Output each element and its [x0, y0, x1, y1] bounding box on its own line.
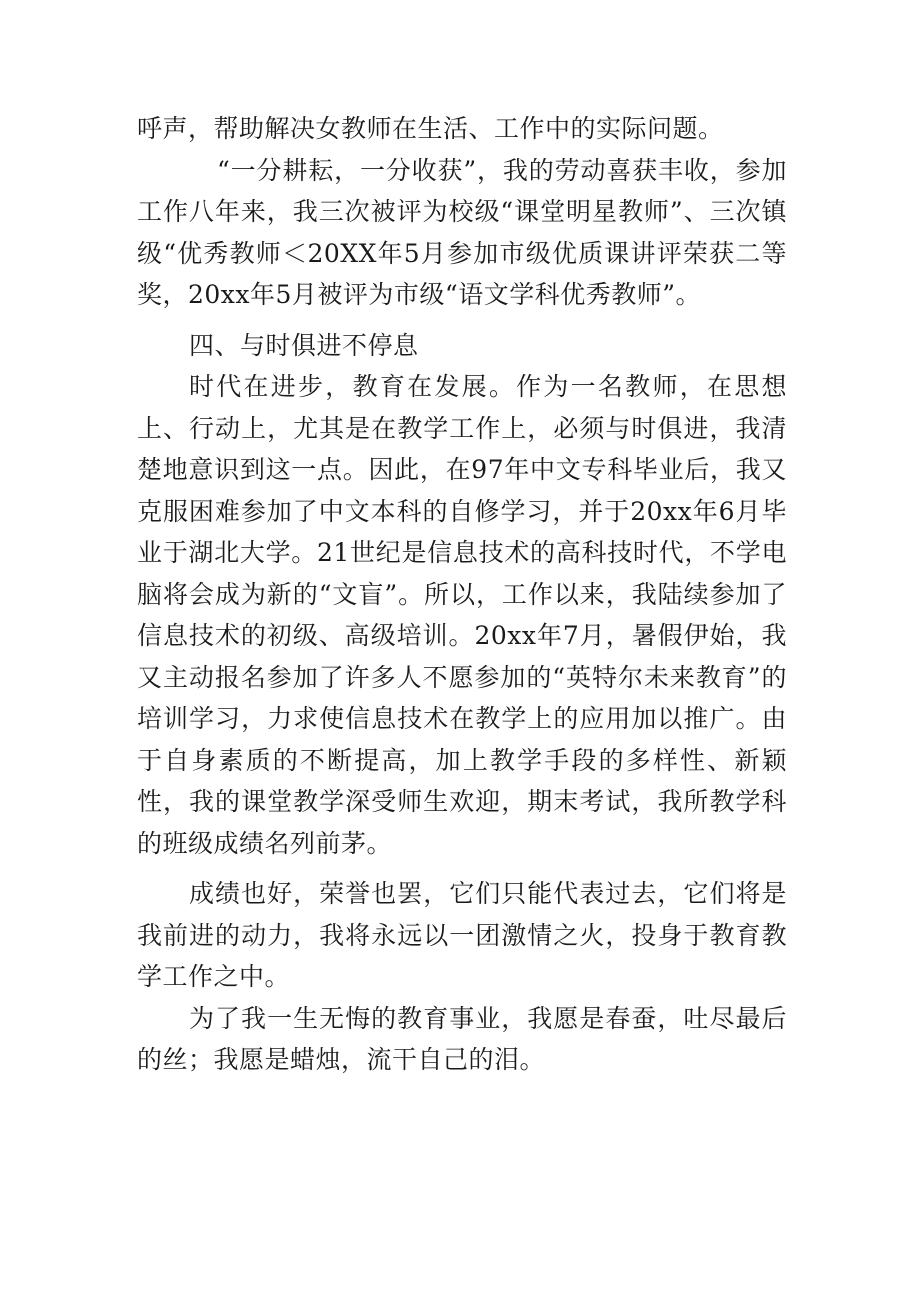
paragraph-continued: 呼声，帮助解决女教师在生活、工作中的实际问题。: [137, 114, 724, 143]
section-heading: 四、与时俱进不停息: [189, 330, 419, 360]
paragraph-closing: 为了我一生无悔的教育事业，我愿是春蚕，吐尽最后的丝；我愿是蜡烛，流干自己的泪。: [137, 1003, 787, 1074]
paragraph-achievements: “一分耕耘，一分收获”，我的劳动喜获丰收，参加工作八年来，我三次被评为校级“课堂明星教师”、三次镇级“优秀教师＜20XX年5月参加市级优质课讲评荣获二等奖，20xx年5月被评为市级“语文学科优秀教师”。: [137, 155, 787, 309]
document-body: [137, 108, 787, 1081]
paragraph-keeping-pace: 时代在进步，教育在发展。作为一名教师，在思想上、行动上，尤其是在教学工作上，必须与时俱进，我清楚地意识到这一点。因此，在97年中文专科毕业后，我又克服困难参加了中文本科的自修学习，并于20xx年6月毕业于湖北大学。21世纪是信息技术的高科技时代，不学电脑将会成为新的“文盲”。所以，工作以来，我陆续参加了信息技术的初级、高级培训。20xx年7月，暑假伊始，我又主动报名参加了许多人不愿参加的“英特尔未来教育”的培训学习，力求使信息技术在教学上的应用加以推广。由于自身素质的不断提高，加上教学手段的多样性、新颖性，我的课堂教学深受师生欢迎，期末考试，我所教学科的班级成绩名列前茅。: [137, 372, 787, 858]
paragraph-honors: 成绩也好，荣誉也罢，它们只能代表过去，它们将是我前进的动力，我将永远以一团激情之火，投身于教育教学工作之中。: [137, 879, 787, 991]
